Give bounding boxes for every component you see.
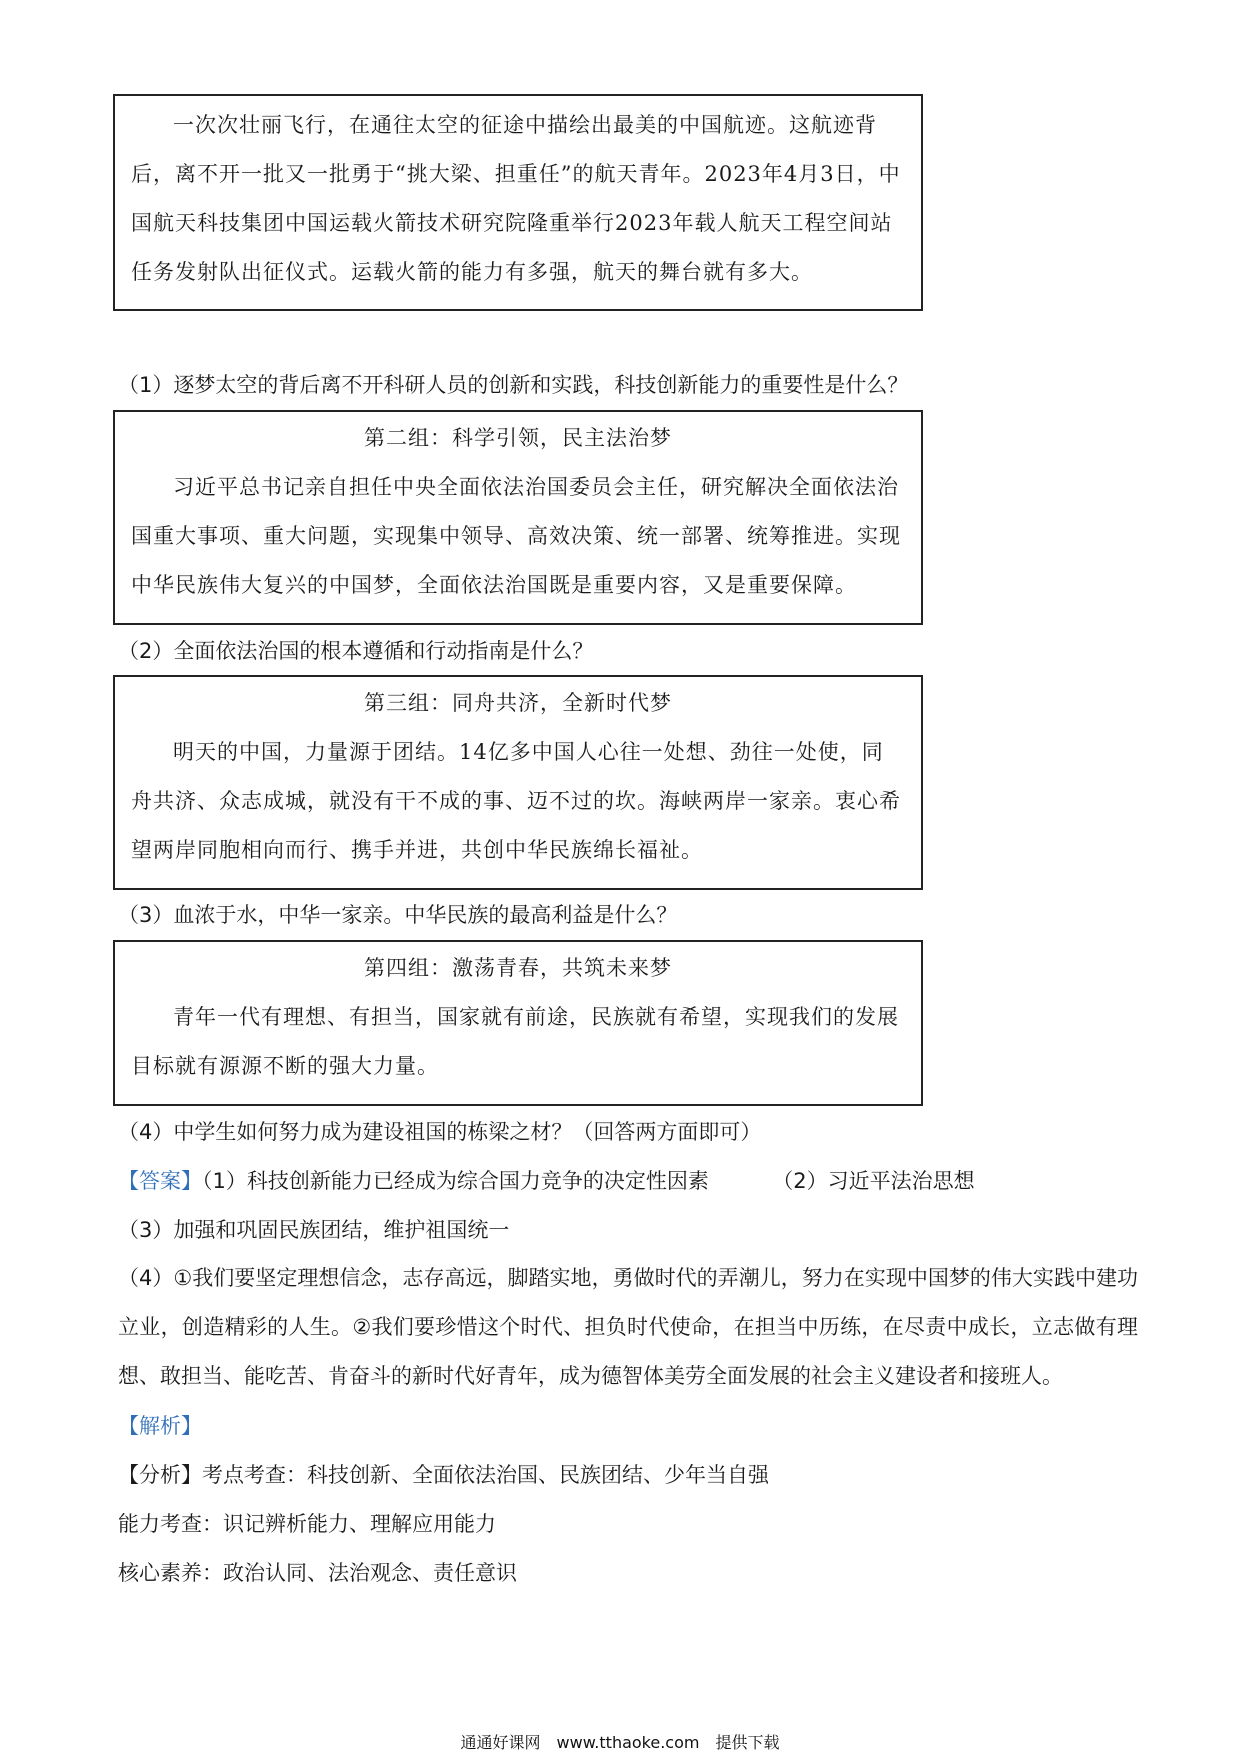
analysis-core: 核心素养：政治认同、法治观念、责任意识: [118, 1561, 517, 1585]
group-2-text: 习近平总书记亲自担任中央全面依法治国委员会主任，研究解决全面依法治国重大事项、重大问题，实现集中领导、高效决策、统一部署、统筹推进。实现中华民族伟大复兴的中国梦，全面依法治国既是重要内容，又是重要保障。: [131, 475, 901, 597]
group-4-text: 青年一代有理想、有担当，国家就有前途，民族就有希望，实现我们的发展目标就有源源不断的强大力量。: [131, 1005, 899, 1078]
answer-1: （1）科技创新能力已经成为综合国力竞争的决定性因素: [202, 1169, 709, 1193]
question-4: （4）中学生如何努力成为建设祖国的栋梁之材？（回答两方面即可）: [118, 1120, 762, 1144]
group-2-box: [113, 410, 923, 625]
footer-suffix: 提供下载: [715, 1733, 780, 1752]
analysis-ability: 能力考查：识记辨析能力、理解应用能力: [118, 1512, 496, 1536]
analysis-fenxi: 【分析】考点考查：科技创新、全面依法治国、民族团结、少年当自强: [118, 1463, 769, 1487]
answer-4: （4）①我们要坚定理想信念，志存高远，脚踏实地，勇做时代的弄潮儿，努力在实现中国梦的伟大实践中建功立业，创造精彩的人生。②我们要珍惜这个时代、担负时代使命，在担当中历练，在尽责中成长，立志做有理想、敢担当、能吃苦、肯奋斗的新时代好青年，成为德智体美劳全面发展的社会主义建设者和接班人。: [118, 1266, 1138, 1388]
group-4-title: 第四组：激荡青春，共筑未来梦: [364, 956, 672, 980]
group-4-box: [113, 940, 923, 1106]
question-1: （1）逐梦太空的背后离不开科研人员的创新和实践，科技创新能力的重要性是什么？: [118, 373, 909, 397]
group-3-box: [113, 675, 923, 890]
page-footer: [0, 1730, 1240, 1753]
analysis-label: 【解析】: [118, 1414, 202, 1438]
intro-text: 一次次壮丽飞行，在通往太空的征途中描绘出最美的中国航迹。这航迹背后，离不开一批又一批勇于“挑大梁、担重任”的航天青年。2023年4月3日，中国航天科技集团中国运载火箭技术研究院隆重举行2023年载人航天工程空间站任务发射队出征仪式。运载火箭的能力有多强，航天的舞台就有多大。: [131, 113, 901, 284]
group-3-text: 明天的中国，力量源于团结。14亿多中国人心往一处想、劲往一处使，同舟共济、众志成城，就没有干不成的事、迈不过的坎。海峡两岸一家亲。衷心希望两岸同胞相向而行、携手并进，共创中华民族绵长福祉。: [131, 740, 901, 862]
answer-label: 【答案】: [118, 1169, 202, 1193]
answer-line-1: [118, 1166, 975, 1196]
answer-2: （2）习近平法治思想: [772, 1169, 975, 1193]
group-2-title: 第二组：科学引领，民主法治梦: [364, 426, 672, 450]
question-2: （2）全面依法治国的根本遵循和行动指南是什么？: [118, 639, 594, 663]
question-3: （3）血浓于水，中华一家亲。中华民族的最高利益是什么？: [118, 903, 678, 927]
footer-url[interactable]: www.tthaoke.com: [556, 1733, 700, 1752]
intro-box: [113, 94, 923, 311]
answer-3: （3）加强和巩固民族团结，维护祖国统一: [118, 1218, 510, 1242]
group-3-title: 第三组：同舟共济，全新时代梦: [364, 691, 672, 715]
footer-site: 通通好课网: [460, 1733, 541, 1752]
